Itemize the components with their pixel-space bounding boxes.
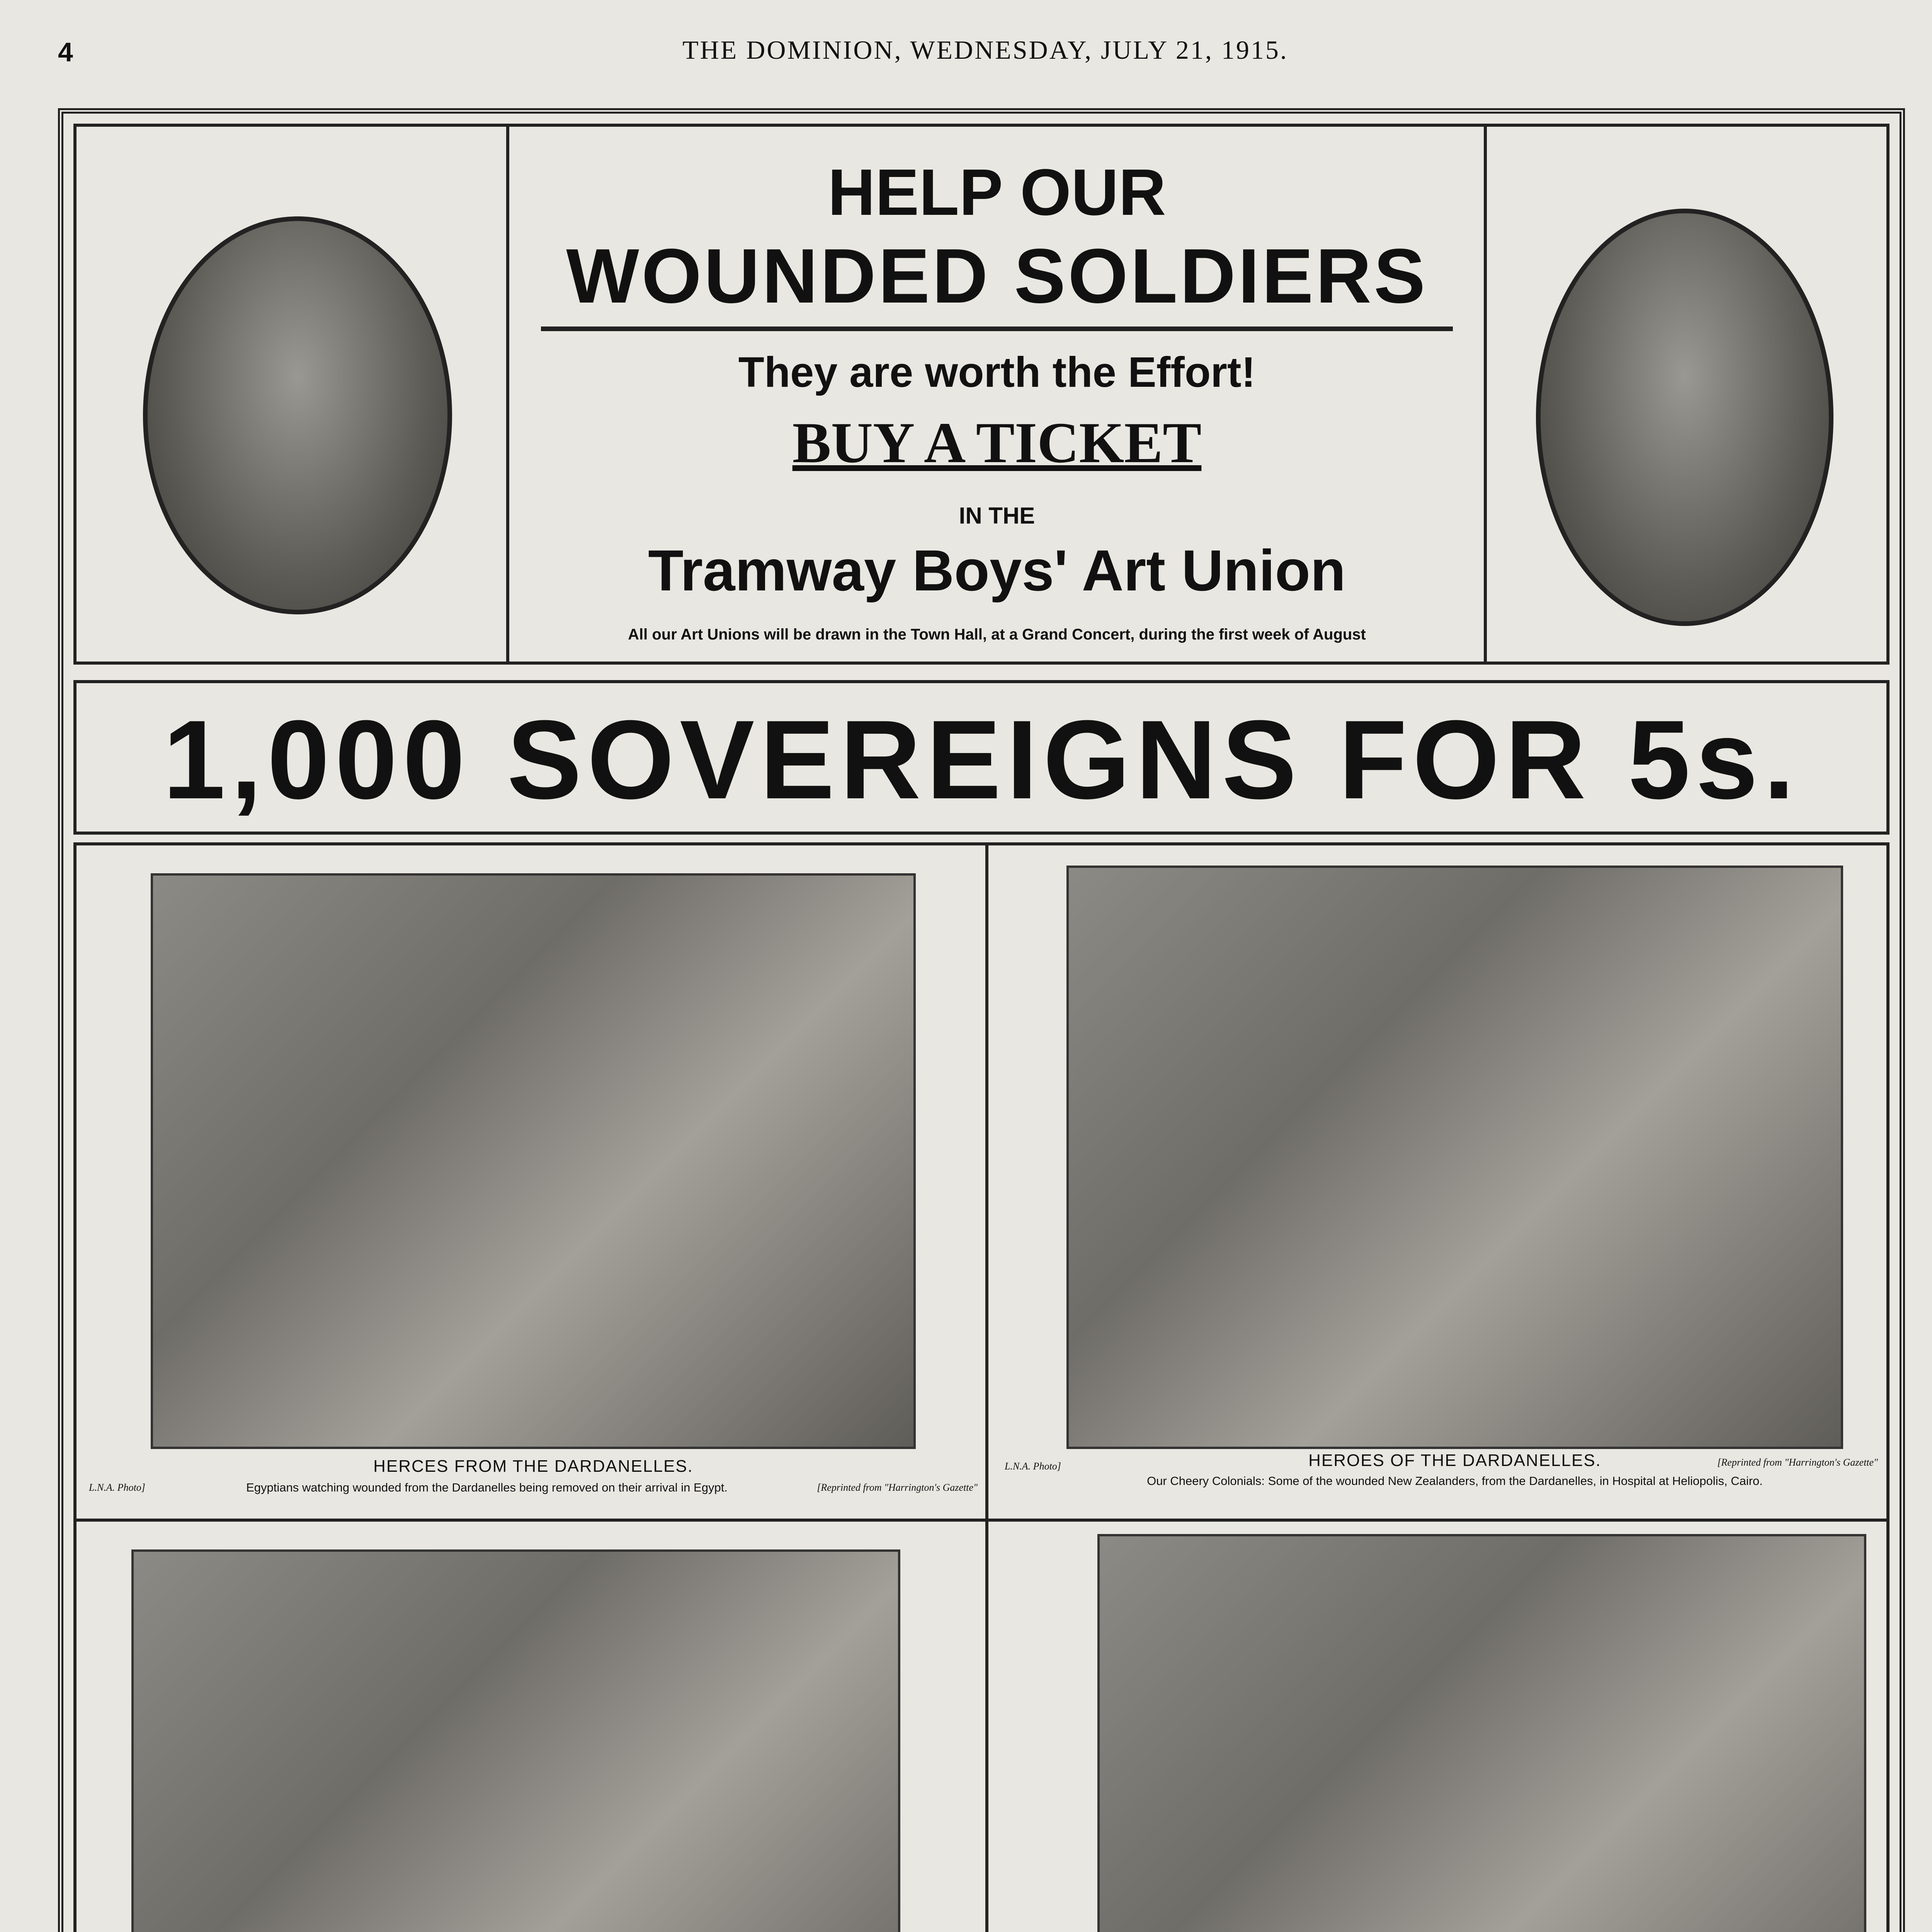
portrait-left xyxy=(143,216,452,614)
photo-2-credit-right: [Reprinted from "Harrington's Gazette" xyxy=(1717,1457,1878,1468)
photo-cheery-colonials xyxy=(1066,866,1843,1449)
masthead-line: THE DOMINION, WEDNESDAY, JULY 21, 1915. xyxy=(682,35,1288,65)
banner-rule xyxy=(541,327,1453,331)
page-number: 4 xyxy=(58,37,73,67)
photo-grid-horizontal-divider xyxy=(73,1519,1889,1522)
photo-1-caption: Egyptians watching wounded from the Dardanelles being removed on their arrival in Egypt. xyxy=(246,1481,728,1494)
photo-1-credit-right: [Reprinted from "Harrington's Gazette" xyxy=(817,1482,978,1493)
photo-2-caption: Our Cheery Colonials: Some of the wounded New Zealanders, from the Dardanelles, in Hospital at Heliopolis, Cairo. xyxy=(1147,1474,1763,1488)
banner-union: Tramway Boys' Art Union xyxy=(648,538,1346,603)
photo-1-title: HERCES FROM THE DARDANELLES. xyxy=(373,1457,693,1476)
portrait-right xyxy=(1536,209,1833,626)
photo-1-credit-left: L.N.A. Photo] xyxy=(89,1482,145,1493)
photo-2-title: HEROES OF THE DARDANELLES. xyxy=(1308,1451,1601,1470)
banner-divider-left xyxy=(506,124,509,665)
photo-nurses-translating-news xyxy=(1097,1534,1866,1932)
banner-divider-right xyxy=(1484,124,1487,665)
photo-2-credit-left: L.N.A. Photo] xyxy=(1005,1461,1061,1472)
banner-in-the: IN THE xyxy=(959,503,1035,529)
banner-note: All our Art Unions will be drawn in the Town Hall, at a Grand Concert, during the first week of August xyxy=(628,626,1366,643)
banner-cta: BUY A TICKET xyxy=(792,411,1202,475)
banner-line1: HELP OUR xyxy=(828,156,1166,229)
banner-tagline: They are worth the Effort! xyxy=(738,349,1256,396)
headline: 1,000 SOVEREIGNS FOR 5s. xyxy=(163,697,1800,822)
photo-egyptians-watching-wounded xyxy=(151,873,916,1449)
photo-nurses-receiving-wounded xyxy=(131,1549,900,1932)
banner-line2: WOUNDED SOLDIERS xyxy=(566,233,1428,319)
photo-grid-vertical-divider xyxy=(985,842,988,1932)
